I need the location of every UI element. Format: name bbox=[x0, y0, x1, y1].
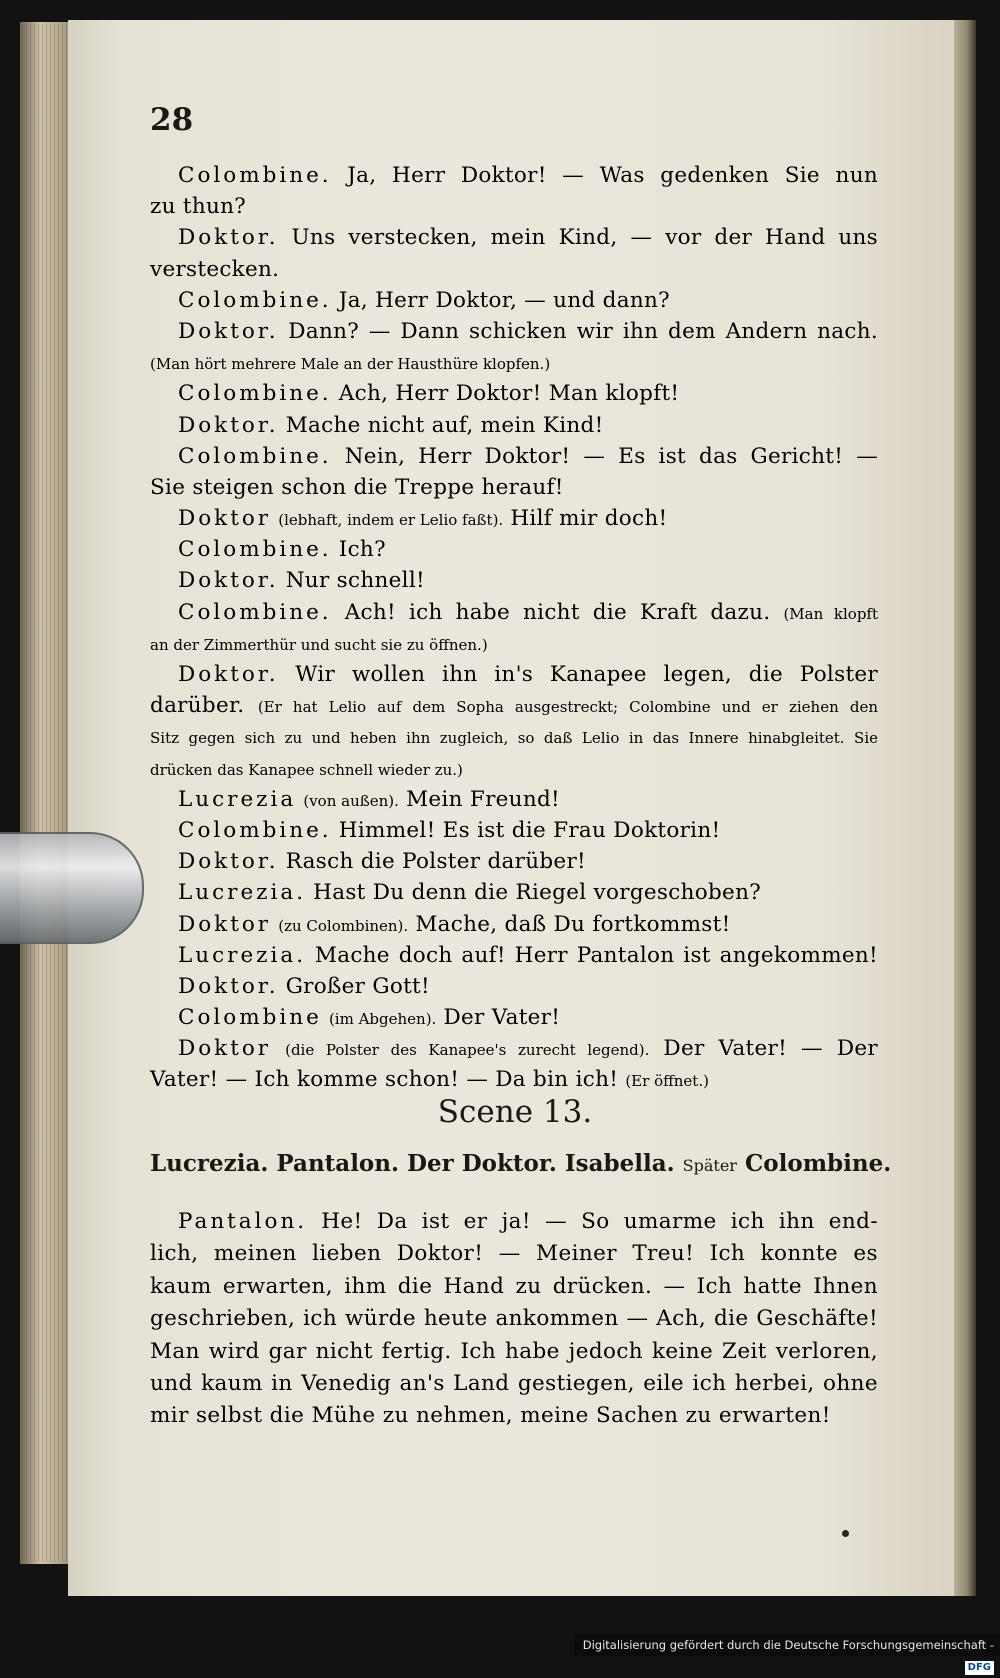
line-text: Mache nicht auf, mein Kind! bbox=[285, 412, 604, 438]
speaker-name: Colombine. bbox=[178, 599, 332, 625]
text-line bbox=[150, 628, 878, 659]
text-line bbox=[150, 410, 878, 441]
cast-later-label: Später bbox=[682, 1156, 737, 1175]
line-text: mir selbst die Mühe zu nehmen, meine Sachen zu erwarten! bbox=[150, 1403, 831, 1429]
text-line bbox=[150, 659, 878, 690]
speaker-name: Colombine. bbox=[178, 443, 332, 469]
speaker-name: Doktor. bbox=[178, 568, 279, 594]
stage-direction: (von außen). bbox=[303, 791, 399, 810]
text-line bbox=[150, 971, 878, 1002]
text-line bbox=[150, 784, 878, 815]
text-line bbox=[150, 222, 878, 253]
stage-direction: an der Zimmerthür und sucht sie zu öffnen.) bbox=[150, 635, 488, 654]
line-text: Mache doch auf! Herr Pantalon ist angekommen! bbox=[314, 942, 878, 968]
text-line bbox=[150, 1271, 878, 1303]
speaker-name: Pantalon. bbox=[178, 1209, 308, 1234]
text-line bbox=[150, 1064, 878, 1095]
line-text: Uns verstecken, mein Kind, — vor der Hand uns bbox=[291, 225, 878, 251]
speaker-name: Lucrezia. bbox=[178, 880, 307, 906]
speaker-name: Doktor bbox=[178, 506, 272, 532]
line-text: Ich? bbox=[338, 537, 386, 563]
line-text: Rasch die Polster darüber! bbox=[285, 849, 586, 875]
line-text: Sie steigen schon die Treppe herauf! bbox=[150, 474, 564, 500]
page-clip bbox=[0, 832, 144, 944]
dfg-logo: DFG bbox=[965, 1661, 994, 1675]
line-text: Wir wollen ihn in's Kanapee legen, die Polster bbox=[295, 662, 878, 687]
text-line bbox=[150, 1206, 878, 1238]
cast-later-name: Colombine. bbox=[744, 1150, 892, 1177]
text-line bbox=[150, 597, 878, 628]
stage-direction: (Man hört mehrere Male an der Hausthüre klopfen.) bbox=[150, 355, 551, 374]
text-line bbox=[150, 565, 878, 596]
speaker-name: Lucrezia. bbox=[178, 942, 307, 968]
text-line bbox=[150, 1238, 878, 1270]
line-text: lich, meinen lieben Doktor! — Meiner Treu! Ich konnte es bbox=[150, 1241, 878, 1267]
speaker-name: Doktor. bbox=[178, 225, 279, 251]
line-text: Hast Du denn die Riegel vorgeschoben? bbox=[313, 880, 762, 906]
text-line bbox=[150, 160, 878, 191]
speaker-name: Colombine. bbox=[178, 287, 332, 313]
stage-direction: drücken das Kanapee schnell wieder zu.) bbox=[150, 760, 463, 779]
line-text: darüber. bbox=[150, 693, 245, 719]
speaker-name: Colombine. bbox=[178, 163, 332, 188]
line-text: Himmel! Es ist die Frau Doktorin! bbox=[338, 817, 721, 843]
line-text: Dann? — Dann schicken wir ihn dem Andern nach. bbox=[288, 318, 878, 344]
line-text: Der Vater! bbox=[443, 1005, 561, 1031]
text-line bbox=[150, 347, 878, 378]
text-line bbox=[150, 815, 878, 846]
text-line bbox=[150, 378, 878, 409]
line-text: Ja, Herr Doktor, — und dann? bbox=[338, 287, 670, 313]
text-line bbox=[150, 1368, 878, 1400]
stage-direction: (Er öffnet.) bbox=[625, 1072, 709, 1091]
text-line bbox=[150, 846, 878, 877]
text-line bbox=[150, 191, 878, 222]
text-line bbox=[150, 1002, 878, 1033]
line-text: kaum erwarten, ihm die Hand zu drücken. — Ich hatte Ihnen bbox=[150, 1273, 878, 1299]
footer-credit bbox=[574, 1634, 1000, 1673]
scene-cast bbox=[150, 1150, 892, 1177]
speaker-name: Colombine. bbox=[178, 537, 332, 563]
speaker-name: Lucrezia bbox=[178, 786, 297, 812]
line-text: geschrieben, ich würde heute ankommen — Ach, die Geschäfte! bbox=[150, 1306, 878, 1332]
stage-direction: (die Polster des Kanapee's zurecht legend). bbox=[285, 1041, 650, 1060]
ink-spot bbox=[842, 1530, 849, 1537]
speaker-name: Doktor. bbox=[178, 318, 279, 344]
text-line bbox=[150, 285, 878, 316]
line-text: verstecken. bbox=[150, 256, 280, 282]
line-text: Großer Gott! bbox=[285, 973, 430, 999]
text-line bbox=[150, 877, 878, 908]
page-right-edge bbox=[954, 20, 976, 1596]
text-line bbox=[150, 472, 878, 503]
speaker-name: Doktor bbox=[178, 911, 272, 937]
speaker-name: Doktor. bbox=[178, 849, 279, 875]
text-line bbox=[150, 1303, 878, 1335]
speaker-name: Colombine. bbox=[178, 817, 332, 843]
text-line bbox=[150, 1336, 878, 1368]
speaker-name: Doktor. bbox=[178, 973, 279, 999]
text-line bbox=[150, 753, 878, 784]
scene-text-block bbox=[150, 1206, 878, 1433]
text-line bbox=[150, 534, 878, 565]
line-text: Man wird gar nicht fertig. Ich habe jedoch keine Zeit verloren, bbox=[150, 1338, 878, 1364]
text-line bbox=[150, 690, 878, 721]
line-text: Ach! ich habe nicht die Kraft dazu. bbox=[344, 599, 771, 625]
stage-direction: (im Abgehen). bbox=[328, 1010, 437, 1029]
text-line bbox=[150, 909, 878, 940]
text-line bbox=[150, 503, 878, 534]
text-line bbox=[150, 940, 878, 971]
line-text: Vater! — Ich komme schon! — Da bin ich! bbox=[150, 1067, 619, 1093]
page-number: 28 bbox=[150, 102, 194, 138]
stage-direction: (Man klopft bbox=[783, 604, 879, 623]
line-text: Ach, Herr Doktor! Man klopft! bbox=[338, 381, 680, 407]
line-text: Mein Freund! bbox=[406, 786, 560, 812]
line-text: und kaum in Venedig an's Land gestiegen, eile ich herbei, ohne bbox=[150, 1370, 878, 1396]
scene-heading: Scene 13. bbox=[437, 1094, 593, 1130]
text-line bbox=[150, 1033, 878, 1064]
line-text: Hilf mir doch! bbox=[510, 506, 668, 532]
line-text: zu thun? bbox=[150, 194, 247, 220]
text-line bbox=[150, 316, 878, 347]
stage-direction: Sitz gegen sich zu und heben ihn zugleich, so daß Lelio in das Innere hinabgleitet. Sie bbox=[150, 729, 878, 748]
line-text: Nur schnell! bbox=[285, 568, 425, 594]
text-line bbox=[150, 721, 878, 752]
line-text: He! Da ist er ja! — So umarme ich ihn end- bbox=[321, 1209, 878, 1234]
line-text: Nein, Herr Doktor! — Es ist das Gericht! — bbox=[344, 443, 878, 469]
cast-names: Lucrezia. Pantalon. Der Doktor. Isabella. bbox=[150, 1150, 675, 1177]
text-line bbox=[150, 1400, 878, 1432]
line-text: Ja, Herr Doktor! — Was gedenken Sie nun bbox=[347, 163, 878, 188]
text-line bbox=[150, 441, 878, 472]
dialogue-block bbox=[150, 160, 878, 1096]
footer-credit-text: Digitalisierung gefördert durch die Deutsche Forschungsgemeinschaft - bbox=[582, 1638, 994, 1652]
text-line bbox=[150, 254, 878, 285]
speaker-name: Colombine. bbox=[178, 381, 332, 407]
speaker-name: Doktor. bbox=[178, 662, 279, 687]
stage-direction: (lebhaft, indem er Lelio faßt). bbox=[278, 511, 504, 530]
stage-direction: (zu Colombinen). bbox=[278, 916, 409, 935]
page-stack-lines bbox=[22, 24, 74, 1562]
line-text: Der Vater! — Der bbox=[663, 1036, 878, 1062]
speaker-name: Doktor bbox=[178, 1036, 272, 1062]
line-text: Mache, daß Du fortkommst! bbox=[415, 911, 731, 937]
stage-direction: (Er hat Lelio auf dem Sopha ausgestreckt; Colombine und er ziehen den bbox=[257, 698, 878, 717]
speaker-name: Colombine bbox=[178, 1005, 322, 1031]
speaker-name: Doktor. bbox=[178, 412, 279, 438]
